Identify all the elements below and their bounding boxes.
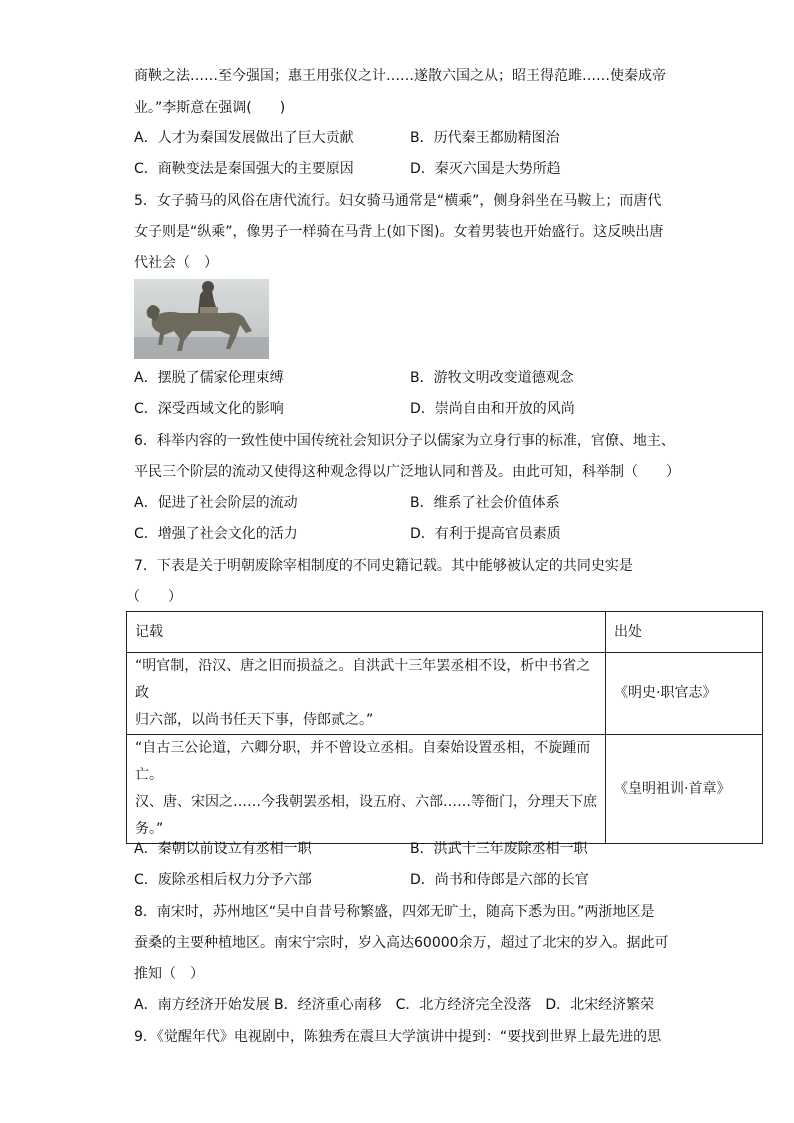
q5-option-b: B．游牧文明改变道德观念 [410,370,574,386]
q5-option-a: A．摆脱了儒家伦理束缚 [134,370,284,386]
table-row [127,735,763,844]
q6-option-c: C．增强了社会文化的活力 [134,526,298,542]
table-cell-record [127,653,606,735]
q7-option-d: D．尚书和侍郎是六部的长官 [410,872,589,888]
record-text-line: “明官制，沿汉、唐之旧而损益之。自洪武十三年罢丞相不设，析中书省之政 [135,658,591,701]
q6-option-d: D．有利于提高官员素质 [410,526,561,542]
q6-stem-line: 6．科举内容的一致性使中国传统社会知识分子以儒家为立身行事的标准，官僚、地主、 [134,433,675,449]
q7-option-b: B．洪武十三年废除丞相一职 [410,841,588,857]
q8-stem-line: 推知（ ） [134,966,204,982]
q5-stem-line: 5．女子骑马的风俗在唐代流行。妇女骑马通常是“横乘”，侧身斜坐在马鞍上；而唐代 [134,193,662,209]
record-text-line: “自古三公论道，六卿分职，并不曾设立丞相。自秦始设置丞相，不旋踵而亡。 [135,740,591,783]
q5-stem-line: 女子则是“纵乘”，像男子一样骑在马背上(如下图)。女着男装也开始盛行。这反映出唐 [134,224,664,240]
record-text-line: 归六部，以尚书任天下事，侍郎贰之。” [135,712,374,728]
q4-option-a: A．人才为秦国发展做出了巨大贡献 [134,130,354,146]
q6-option-b: B．维系了社会价值体系 [410,495,560,511]
table-row [127,653,763,735]
q7-option-c: C．废除丞相后权力分予六部 [134,872,312,888]
table-cell-source: 《明史·职官志》 [606,653,763,735]
q9-stem-line: 9．《觉醒年代》电视剧中，陈独秀在震旦大学演讲中提到：“要找到世界上最先进的思 [134,1029,662,1045]
records-table [126,611,763,844]
q8-stem-line: 蚕桑的主要种植地区。南宋宁宗时，岁入高达60000余万，超过了北宋的岁入。据此可 [134,935,669,951]
table-cell-record [127,735,606,844]
q4-stem-line: 业。”李斯意在强调( ) [134,100,286,116]
q4-option-d: D．秦灭六国是大势所趋 [410,161,561,177]
q5-option-c: C．深受西域文化的影响 [134,401,284,417]
q8-stem-line: 8．南宋时，苏州地区“吴中自昔号称繁盛，四郊无旷土，随高下悉为田。”两浙地区是 [134,904,655,920]
figurine-illustration [134,279,269,359]
q5-option-d: D．崇尚自由和开放的风尚 [410,401,575,417]
q7-stem-line: （ ） [126,589,182,605]
q4-option-c: C．商鞅变法是秦国强大的主要原因 [134,161,354,177]
q6-option-a: A．促进了社会阶层的流动 [134,495,298,511]
tang-horsewoman-figurine-image [134,279,269,359]
table-cell-source: 《皇明祖训·首章》 [606,735,763,844]
table-header-cell: 记载 [127,612,606,653]
table-header-cell: 出处 [606,612,763,653]
table-header-row [127,612,763,653]
q4-stem-line: 商鞅之法……至今强国；惠王用张仪之计……遂散六国之从；昭王得范雎……使秦成帝 [134,68,666,84]
q7-stem-line: 7．下表是关于明朝废除宰相制度的不同史籍记载。其中能够被认定的共同史实是 [134,558,633,574]
q7-option-a: A．秦朝以前设立有丞相一职 [134,841,312,857]
record-text-line: 务。” [135,821,164,837]
q5-stem-line: 代社会（ ） [134,255,218,271]
record-text-line: 汉、唐、宋因之……今我朝罢丞相，设五府、六部……等衙门，分理天下庶 [135,794,597,810]
q6-stem-line: 平民三个阶层的流动又使得这种观念得以广泛地认同和普及。由此可知，科举制（ ） [134,464,680,480]
q4-option-b: B．历代秦王都励精图治 [410,130,560,146]
q8-options: A．南方经济开始发展 B．经济重心南移 C．北方经济完全没落 D．北宋经济繁荣 [134,997,655,1013]
